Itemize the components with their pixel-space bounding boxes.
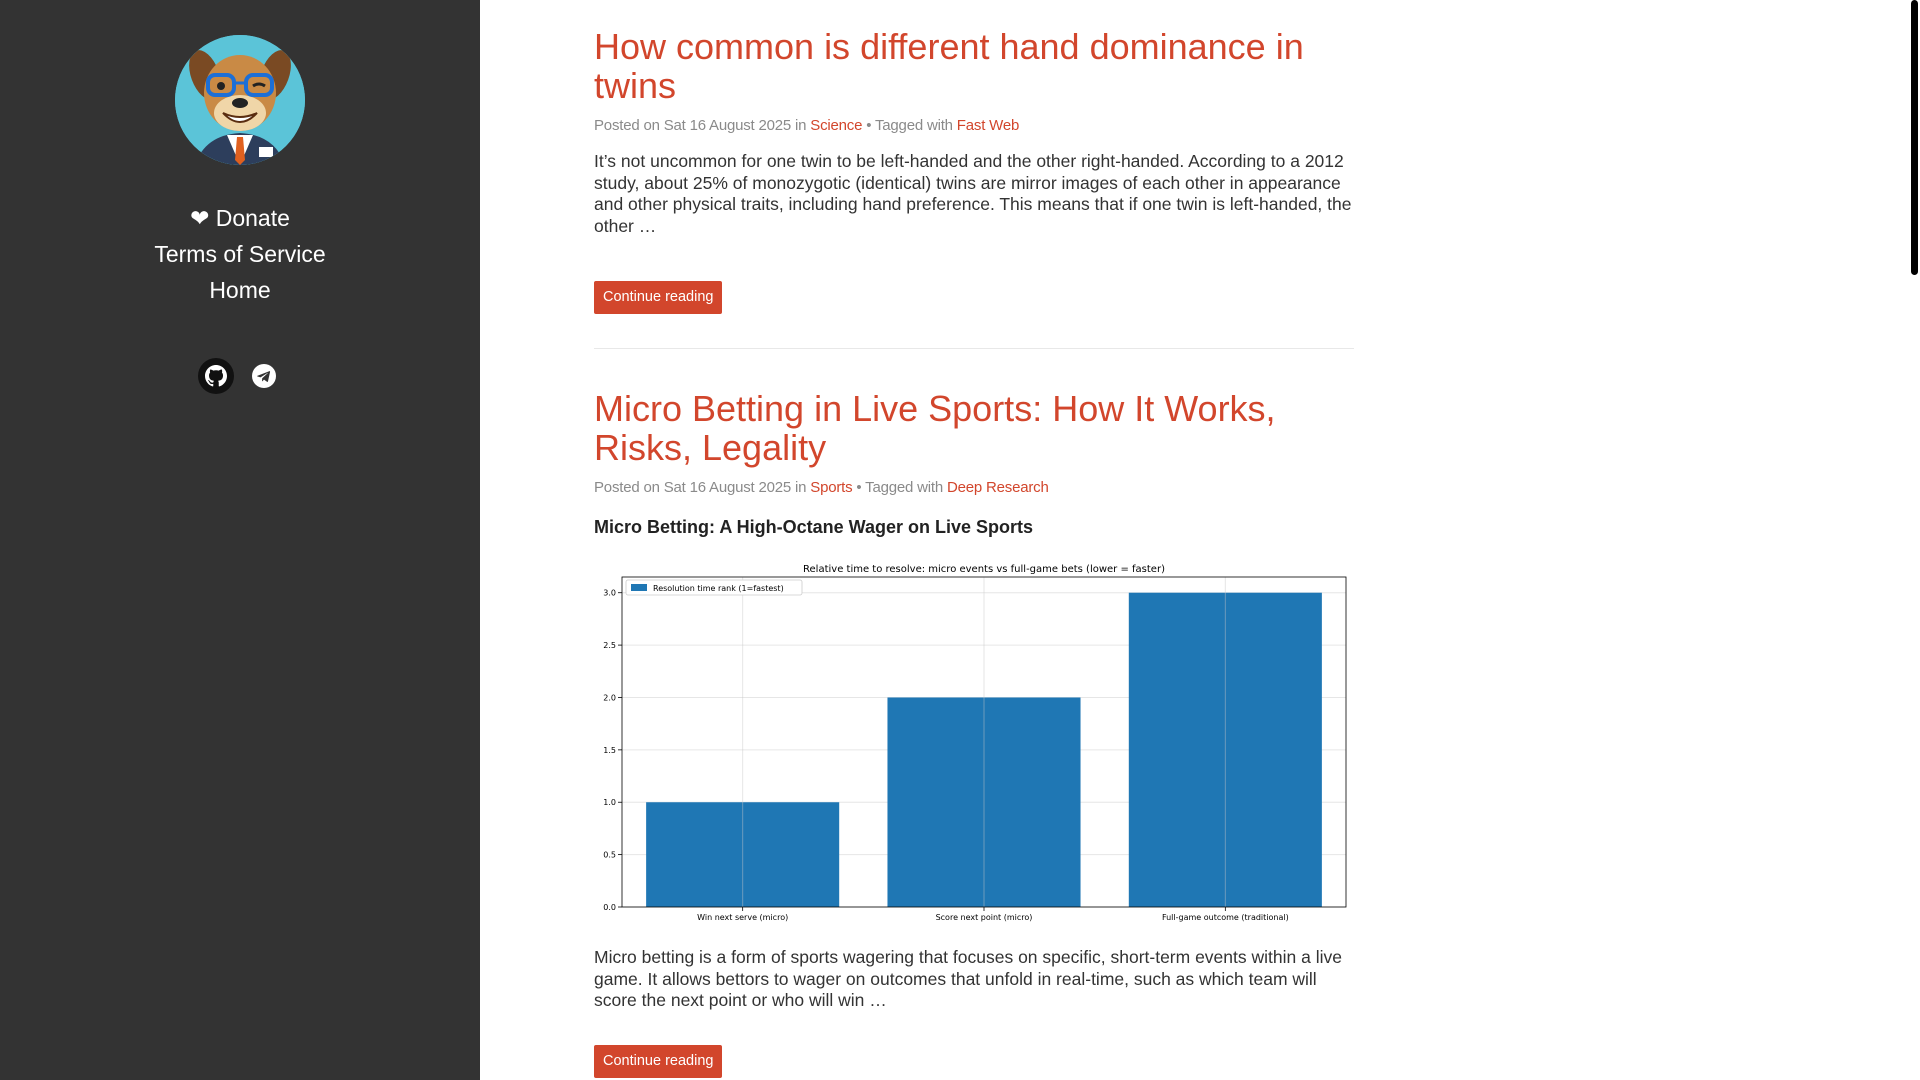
y-tick-label: 1.0 [603, 798, 616, 808]
y-tick-label: 0.0 [603, 903, 616, 912]
post-excerpt: It’s not uncommon for one twin to be left-handed and the other right-handed. According to a 2012 study, about 25% of monozygotic (identical) twins are mirror images of each other in appearance and other physical traits, including hand preference. This means that if one twin is left-handed, the other … [594, 151, 1352, 236]
legend-label: Resolution time rank (1=fastest) [653, 584, 784, 593]
sidebar-nav [0, 200, 480, 308]
category-link[interactable]: Science [810, 117, 863, 134]
github-icon[interactable] [198, 358, 234, 394]
post-excerpt: Micro betting is a form of sports wagering that focuses on specific, short-term events within a live game. It allows bettors to wager on outcomes that unfold in real-time, such as which team will score the next point or who will win … [594, 947, 1342, 1010]
x-tick-label: Win next serve (micro) [697, 913, 789, 922]
y-tick-label: 0.5 [603, 850, 616, 860]
tagged-with-text: • Tagged with [866, 117, 953, 134]
donate-link[interactable]: ❤ Donate [190, 205, 290, 231]
y-tick-label: 2.5 [603, 641, 616, 651]
tag-link[interactable]: Fast Web [956, 117, 1020, 134]
terms-of-service-link[interactable]: Terms of Service [154, 241, 326, 267]
tagged-with-text: • Tagged with [856, 479, 944, 496]
chart-title: Relative time to resolve: micro events vs full-game bets (lower = faster) [803, 564, 1165, 575]
dog-avatar-icon [175, 35, 305, 165]
post-title-link[interactable]: How common is different hand dominance in twins [594, 26, 1304, 106]
continue-reading-button[interactable]: Continue reading [594, 1045, 722, 1078]
home-link[interactable]: Home [209, 277, 271, 303]
bar-chart [594, 560, 1354, 930]
post-title-link[interactable]: Micro Betting in Live Sports: How It Works, Risks, Legality [594, 388, 1276, 468]
posted-on-text: Posted on Sat 16 August 2025 in [594, 117, 807, 134]
scrollbar[interactable] [1908, 0, 1920, 1080]
sidebar [0, 0, 480, 1080]
bar-chart-svg [594, 560, 1354, 930]
y-tick-label: 3.0 [603, 588, 616, 598]
posted-on-text: Posted on Sat 16 August 2025 in [594, 479, 807, 496]
scrollbar-thumb[interactable] [1911, 0, 1918, 275]
y-tick-label: 1.5 [603, 745, 616, 755]
legend-swatch [631, 584, 647, 591]
y-tick-label: 2.0 [603, 693, 616, 703]
x-tick-label: Score next point (micro) [935, 913, 1033, 922]
telegram-icon[interactable] [246, 358, 282, 394]
post-meta [594, 479, 1354, 496]
post-meta [594, 117, 1354, 134]
social-links [0, 358, 480, 394]
avatar[interactable] [175, 35, 305, 165]
tag-link[interactable]: Deep Research [946, 479, 1049, 496]
category-link[interactable]: Sports [810, 479, 853, 496]
post-item [594, 389, 1354, 1080]
post-list [594, 0, 1354, 1080]
post-item [594, 0, 1354, 349]
x-tick-label: Full-game outcome (traditional) [1161, 913, 1289, 922]
post-subheading: Micro Betting: A High-Octane Wager on Live Sports [594, 517, 1034, 537]
continue-reading-button[interactable]: Continue reading [594, 281, 722, 314]
